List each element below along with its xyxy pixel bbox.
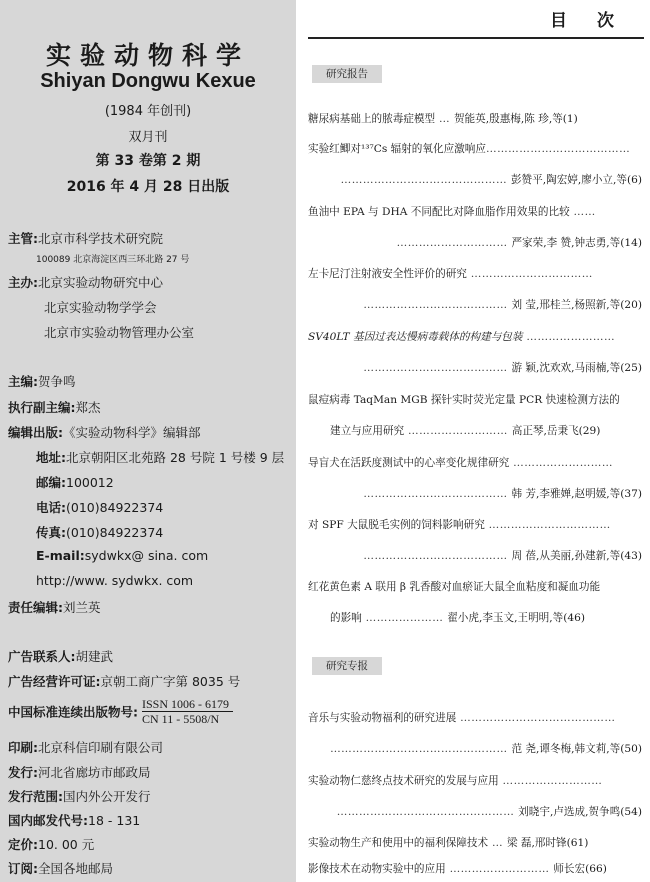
journal-title: 实验动物科学 [45,41,250,70]
toc-entry-authors-line[interactable] [308,487,642,501]
article-authors: 韩 芳,李雅婵,赵明媛,等(37) [511,488,642,500]
article-authors: 翟小虎,李玉文,王明明,等(46) [447,612,585,624]
address-line [36,448,284,466]
section-label-research-reports: 研究报告 [312,65,382,83]
article-title: 实验红鲫对¹³⁷Cs 辐射的氧化应激响应 [308,143,486,155]
article-title-continued: 建立与应用研究 [330,425,405,437]
toc-entry[interactable] [308,862,642,876]
supervisor-value: 北京市科学技术研究院 [38,231,164,246]
supervisor-label: 主管: [8,231,38,246]
fax-line [36,523,163,541]
dist-range-line [8,787,151,805]
fax-value: (010)84922374 [66,525,164,540]
toc-entry-authors-line[interactable] [308,173,642,187]
resp-editor-label: 责任编辑: [8,600,63,615]
printer-label: 印刷: [8,740,38,755]
article-title: 左卡尼汀注射液安全性评价的研究 [308,268,467,280]
postal-code-value: 18 - 131 [88,813,141,828]
dist-range-value: 国内外公开发行 [63,789,151,804]
leader-dots: …………………………………… [456,712,616,724]
article-title: 实验动物生产和使用中的福利保障技术 [308,837,489,849]
editor-label: 主编: [8,374,38,389]
leader-dots: ……………………… [404,425,512,437]
leader-dots: ……………………… [509,457,613,469]
toc-entry-continued[interactable] [308,424,642,438]
address-value: 北京朝阳区北苑路 28 号院 1 号楼 9 层 [66,450,285,465]
postcode-value: 100012 [66,475,114,490]
phone-label: 电话: [36,500,66,515]
website-link: http://www. sydwkx. com [36,573,194,588]
article-title: 鼠痘病毒 TaqMan MGB 探针实时荧光定量 PCR 快速检测方法的 [308,394,620,406]
editor-value: 贺争鸣 [38,374,76,389]
phone-value: (010)84922374 [66,500,164,515]
sponsor-label: 主办: [8,275,38,290]
subscribe-line [8,859,113,877]
masthead-panel [0,0,296,882]
leader-dots: …… [569,206,596,218]
toc-divider [308,37,644,39]
price-line [8,835,94,853]
toc-entry[interactable] [308,142,642,156]
article-authors: 范 尧,谭冬梅,韩文莉,等(50) [511,743,642,755]
article-title: 红花黄色素 A 联用 β 乳香酸对血瘀证大鼠全血粘度和凝血功能 [308,581,601,593]
resp-editor-line [8,598,101,616]
supervisor-address: 100089 北京海淀区西三环北路 27 号 [36,255,190,265]
issn-value: ISSN 1006 - 6179 [142,697,233,712]
printer-line [8,738,163,756]
leader-dots: ………………………………… [363,488,512,500]
postcode-line [36,473,114,491]
resp-editor-value: 刘兰英 [63,600,101,615]
cn-value: CN 11 - 5508/N [141,712,220,726]
toc-heading: 目次 [550,11,644,31]
article-authors: 梁 磊,邢时锋(61) [506,837,589,849]
printer-value: 北京科信印刷有限公司 [38,740,164,755]
leader-dots: ………………………………… [485,143,631,155]
toc-entry[interactable] [308,711,642,725]
toc-entry[interactable] [308,580,642,594]
exec-editor-line [8,398,101,416]
leader-dots: …………………… [522,331,616,343]
publisher-label: 编辑出版: [8,425,63,440]
article-authors: 贺能英,殷惠梅,陈 珍,等(1) [453,113,578,125]
article-title: SV40LT 基因过表达慢病毒载体的构建与包装 [308,331,523,343]
toc-entry-authors-line[interactable] [308,236,642,250]
postal-code-line [8,811,140,829]
article-title: 糖尿病基础上的脓毒症模型 [308,113,436,125]
sponsor-line [8,273,163,291]
publisher-value: 《实验动物科学》编辑部 [63,425,201,440]
sponsor-3: 北京市实验动物管理办公室 [44,325,195,340]
toc-entry[interactable] [308,205,642,219]
ad-contact-label: 广告联系人: [8,649,76,664]
fax-label: 传真: [36,525,66,540]
phone-line [36,498,163,516]
leader-dots: … [488,837,507,849]
ad-license-label: 广告经营许可证: [8,674,101,689]
serial-fraction [142,697,233,726]
serial-label: 中国标准连续出版物号: [8,704,138,720]
distributor-line [8,763,151,781]
leader-dots: …………………………… [466,268,593,280]
leader-dots: ………………………………… [363,362,512,374]
distributor-value: 河北省廊坊市邮政局 [38,765,151,780]
leader-dots: ………………………………… [363,299,512,311]
price-label: 定价: [8,837,38,852]
email-value: sydwkx@ sina. com [84,548,209,563]
subscribe-value: 全国各地邮局 [38,861,114,876]
price-value: 10. 00 元 [38,837,95,852]
subscribe-label: 订阅: [8,861,38,876]
article-authors: 师长宏(66) [553,863,607,875]
toc-entry[interactable] [308,456,642,470]
toc-entry-authors-line[interactable] [308,805,642,819]
leader-dots: ……………………………………… [340,174,511,186]
distributor-label: 发行: [8,765,38,780]
toc-entry-authors-line[interactable] [308,549,642,563]
article-authors: 周 蓓,从美丽,孙建新,等(43) [511,550,642,562]
toc-entry[interactable] [308,393,642,407]
leader-dots: …………………………… [484,519,611,531]
toc-entry[interactable] [308,330,642,344]
exec-editor-label: 执行副主编: [8,400,76,415]
postcode-label: 邮编: [36,475,66,490]
leader-dots: ……………………… [445,863,554,875]
article-title: 影像技术在动物实验中的应用 [308,863,446,875]
article-title: 导盲犬在活跃度测试中的心率变化规律研究 [308,457,510,469]
toc-entry-authors-line[interactable] [308,742,642,756]
leader-dots: ………………………………………… [336,806,519,818]
toc-entry-authors-line[interactable] [308,361,642,375]
article-title: 音乐与实验动物福利的研究进展 [308,712,457,724]
article-title-continued: 的影响 [330,612,362,624]
leader-dots: ……………………… [498,775,603,787]
address-label: 地址: [36,450,66,465]
email-line [36,548,208,563]
publication-date: 2016 年 4 月 28 日出版 [66,179,230,195]
volume-issue: 第 33 卷第 2 期 [95,153,201,169]
leader-dots: ………………………… [396,237,512,249]
email-label: E-mail: [36,548,85,563]
table-of-contents [308,0,650,882]
founded-year: (1984 年创刊) [104,104,192,119]
toc-entry-authors-line[interactable] [308,298,642,312]
article-authors: 刘晓宇,卢选成,贺争鸣(54) [518,806,642,818]
leader-dots: … [435,113,454,125]
toc-entry[interactable] [308,774,642,788]
article-authors: 高正琴,岳秉飞(29) [511,425,601,437]
sponsor-2: 北京实验动物学学会 [44,300,157,315]
ad-contact-value: 胡建武 [75,649,114,664]
supervisor-line [8,229,163,247]
journal-title-pinyin: Shiyan Dongwu Kexue [40,70,256,92]
article-title: 实验动物仁慈终点技术研究的发展与应用 [308,775,499,787]
ad-contact-line [8,647,113,665]
section-label-special-reports: 研究专报 [312,657,382,675]
toc-entry-continued[interactable] [308,611,642,625]
toc-entry[interactable] [308,112,642,126]
article-title: 鱼油中 EPA 与 DHA 不同配比对降血脂作用效果的比较 [308,206,570,218]
article-authors: 刘 莹,邢桂兰,杨照新,等(20) [511,299,642,311]
leader-dots: ………………………………………… [330,743,512,755]
editor-line [8,372,76,390]
article-authors: 彭赞平,陶宏婷,廖小立,等(6) [510,174,642,186]
leader-dots: ………………………………… [363,550,512,562]
toc-entry[interactable] [308,836,642,850]
ad-license-line [8,672,240,690]
frequency: 双月刊 [128,130,168,145]
toc-entry[interactable] [308,267,642,281]
serial-number-line [8,697,233,726]
ad-license-value: 京朝工商广字第 8035 号 [100,674,241,689]
exec-editor-value: 郑杰 [75,400,101,415]
article-title: 对 SPF 大鼠脱毛实例的饲料影响研究 [308,519,485,531]
postal-code-label: 国内邮发代号: [8,813,88,828]
toc-entry[interactable] [308,518,642,532]
publisher-line [8,423,201,441]
dist-range-label: 发行范围: [8,789,63,804]
sponsor-1: 北京实验动物研究中心 [38,275,164,290]
article-authors: 严家荣,李 赞,钟志勇,等(14) [511,237,642,249]
article-authors: 游 颖,沈欢欢,马雨楠,等(25) [511,362,642,374]
leader-dots: ………………… [361,612,448,624]
